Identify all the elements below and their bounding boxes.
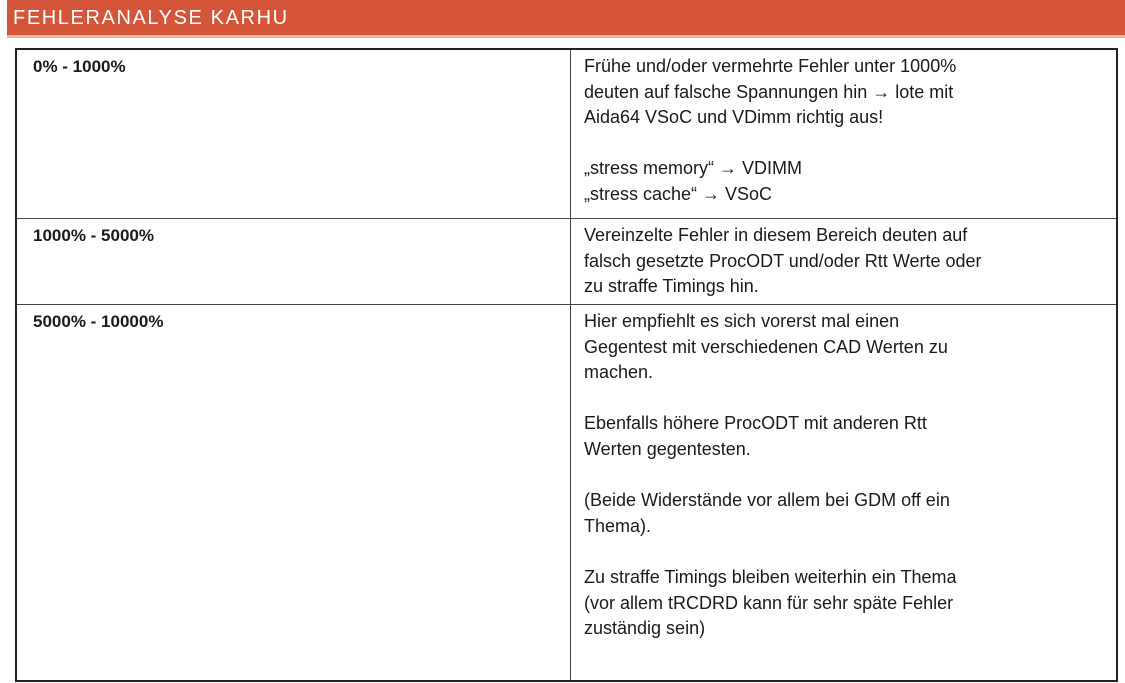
description-paragraph: Vereinzelte Fehler in diesem Bereich deuten auf falsch gesetzte ProcODT und/oder Rtt Werte oder zu straffe Timings hin.	[584, 225, 982, 297]
description-paragraph: Zu straffe Timings bleiben weiterhin ein Thema (vor allem tRCDRD kann für sehr späte Fehler zuständig sein)	[584, 566, 957, 639]
description-cell	[572, 305, 1116, 682]
description-paragraph: Frühe und/oder vermehrte Fehler unter 1000% deuten auf falsche Spannungen hin → lote mit Aida64 VSoC und VDimm richtig aus!	[584, 56, 957, 128]
table-row	[17, 218, 1116, 304]
description-paragraph: Hier empfiehlt es sich vorerst mal einen Gegentest mit verschiedenen CAD Werten zu machen.	[584, 311, 948, 383]
range-cell: 0% - 1000%	[17, 50, 571, 218]
section-header: FEHLERANALYSE KARHU	[7, 0, 1125, 38]
description-cell	[572, 219, 1116, 304]
range-cell: 1000% - 5000%	[17, 219, 571, 304]
range-cell: 5000% - 10000%	[17, 305, 571, 682]
error-analysis-table	[15, 48, 1118, 682]
description-paragraph: Ebenfalls höhere ProcODT mit anderen Rtt Werten gegentesten.	[584, 413, 927, 459]
table-row	[17, 304, 1116, 682]
description-paragraph: (Beide Widerstände vor allem bei GDM off ein Thema).	[584, 490, 950, 536]
description-cell	[572, 50, 1116, 218]
table-row	[17, 50, 1116, 218]
description-paragraph: „stress memory“ → VDIMM „stress cache“ → VSoC	[584, 158, 802, 204]
